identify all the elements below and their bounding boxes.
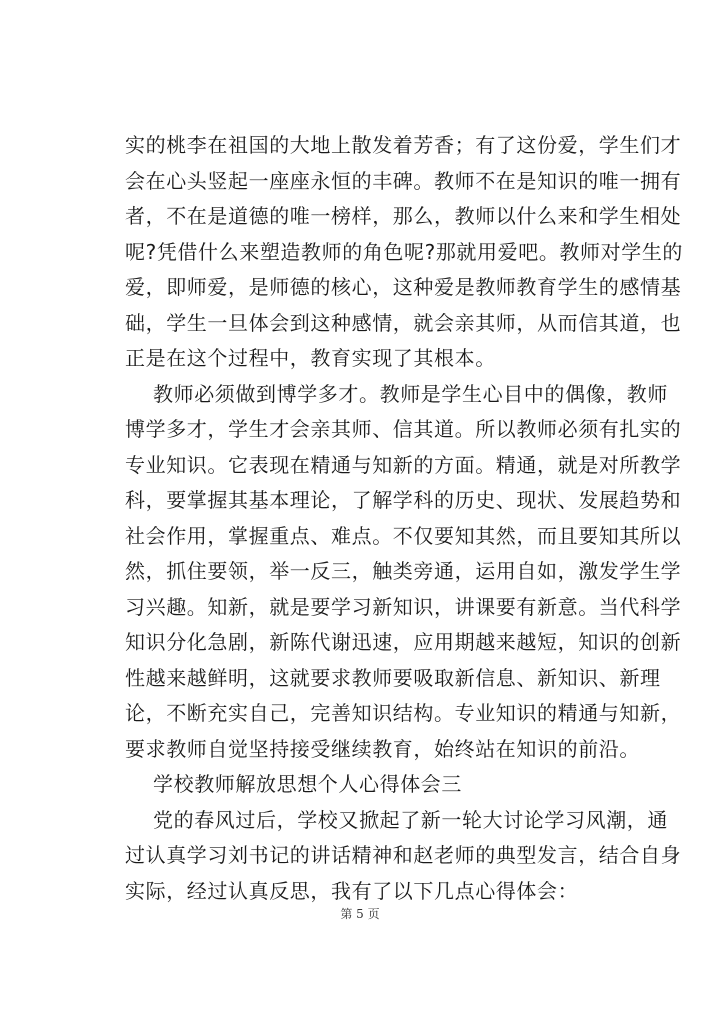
text-line: 会在心头竖起一座座永恒的丰碑。教师不在是知识的唯一拥有 bbox=[125, 168, 682, 193]
text-line: 呢?凭借什么来塑造教师的角色呢?那就用爱吧。教师对学生的 bbox=[125, 239, 684, 264]
paragraph-knowledge bbox=[125, 377, 682, 768]
text-line: 要求教师自觉坚持接受继续教育，始终站在知识的前沿。 bbox=[125, 736, 640, 761]
text-line: 党的春风过后，学校又掀起了新一轮大讨论学习风潮，通 bbox=[153, 807, 668, 832]
body-text bbox=[125, 128, 684, 909]
text-line: 过认真学习刘书记的讲话精神和赵老师的典型发言，结合自身 bbox=[125, 843, 682, 867]
text-line: 然，抓住要领，举一反三，触类旁通，运用自如，激发学生学 bbox=[125, 559, 682, 583]
section-heading bbox=[125, 767, 635, 803]
text-line: 者，不在是道德的唯一榜样，那么，教师以什么来和学生相处 bbox=[125, 204, 682, 228]
heading-line: 学校教师解放思想个人心得体会三 bbox=[153, 772, 462, 796]
page-number: 第 5 页 bbox=[340, 907, 380, 921]
text-line: 实际，经过认真反思，我有了以下几点心得体会： bbox=[125, 878, 579, 903]
text-line: 专业知识。它表现在精通与知新的方面。精通，就是对所教学 bbox=[125, 452, 682, 477]
text-line: 社会作用，掌握重点、难点。不仅要知其然，而且要知其所以 bbox=[125, 523, 682, 548]
text-line: 正是在这个过程中，教育实现了其根本。 bbox=[125, 346, 496, 370]
paragraph-teacher-love bbox=[125, 128, 684, 377]
text-line: 博学多才，学生才会亲其师、信其道。所以教师必须有扎实的 bbox=[125, 417, 682, 441]
text-line: 论，不断充实自己，完善知识结构。专业知识的精通与知新， bbox=[125, 701, 682, 725]
text-line: 实的桃李在祖国的大地上散发着芳香；有了这份爱，学生们才 bbox=[125, 133, 682, 157]
text-line: 习兴趣。知新，就是要学习新知识，讲课要有新意。当代科学 bbox=[125, 594, 682, 619]
text-line: 知识分化急剧，新陈代谢迅速，应用期越来越短，知识的创新 bbox=[125, 630, 682, 654]
text-line: 础，学生一旦体会到这种感情，就会亲其师，从而信其道，也 bbox=[125, 310, 682, 335]
text-line: 科，要掌握其基本理论，了解学科的历史、现状、发展趋势和 bbox=[125, 488, 682, 512]
text-line: 爱，即师爱，是师德的核心，这种爱是教师教育学生的感情基 bbox=[125, 275, 682, 299]
text-line: 教师必须做到博学多才。教师是学生心目中的偶像，教师 bbox=[153, 381, 668, 406]
paragraph-reflection bbox=[125, 803, 682, 910]
text-line: 性越来越鲜明，这就要求教师要吸取新信息、新知识、新理 bbox=[125, 665, 661, 690]
